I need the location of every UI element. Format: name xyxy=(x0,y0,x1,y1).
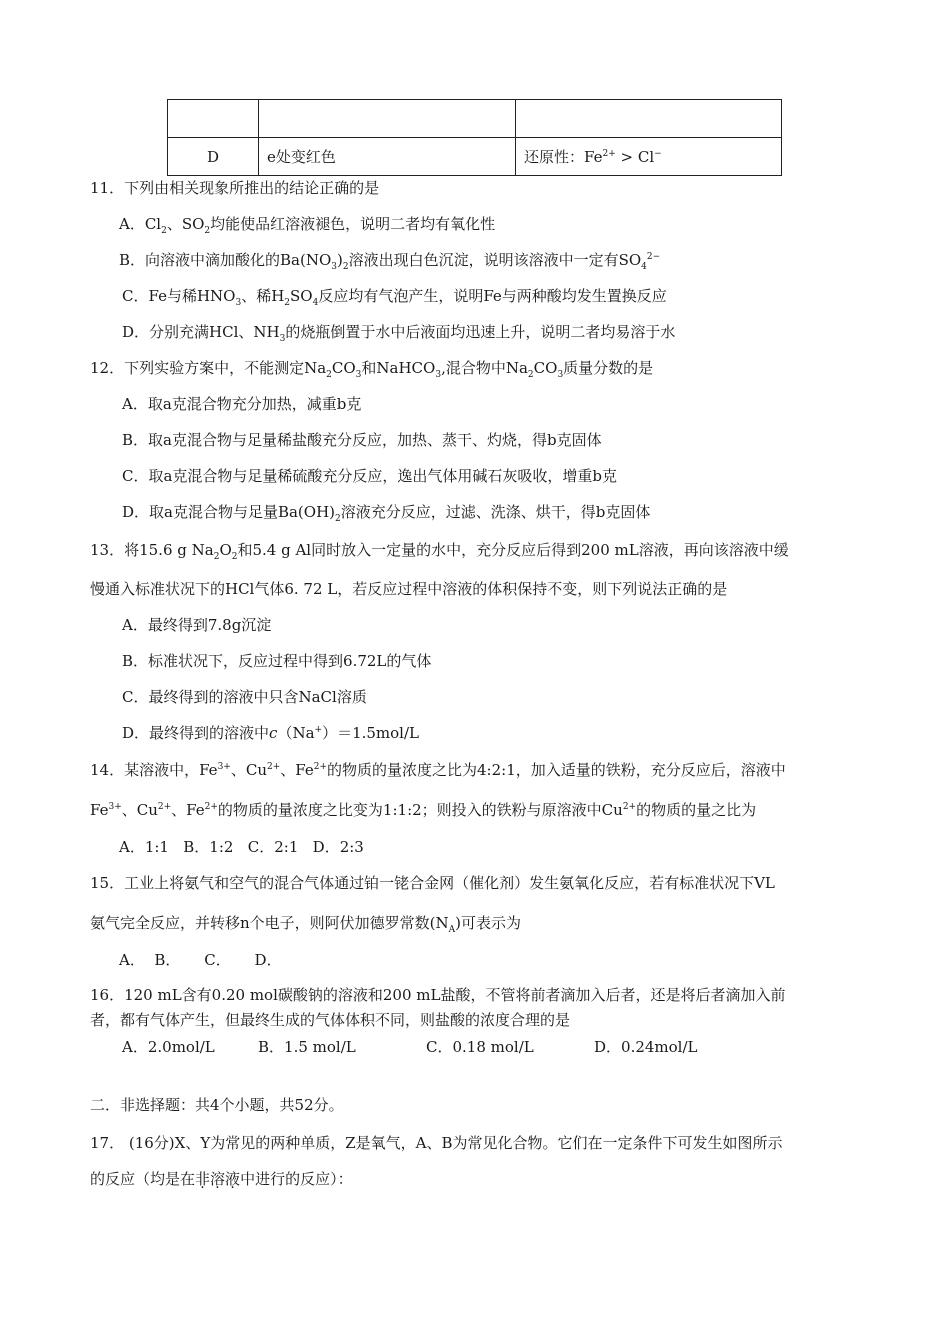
question-13-stem-line2: 慢通入标准状况下的HCl气体6. 72 L，若反应过程中溶液的体积保持不变，则下列说法正确的是 xyxy=(90,580,728,598)
section-heading: 二．非选择题：共4个小题，共52分。 xyxy=(90,1096,344,1114)
question-16-stem-line2: 者，都有气体产生，但最终生成的气体体积不同，则盐酸的浓度合理的是 xyxy=(90,1011,571,1029)
table-cell xyxy=(168,100,259,138)
answer-table xyxy=(167,99,782,176)
question-16-option-d: D．0.24mol/L xyxy=(594,1038,698,1056)
question-12-option-c: C．取a克混合物与足量稀硫酸充分反应，逸出气体用碱石灰吸收，增重b克 xyxy=(122,467,618,485)
question-14-stem-line2: $Fe^{3+}$、$Cu^{2+}$、$Fe^{2+}$的物质的量浓度之比变为1:1:2；则投入的铁粉与原溶液中$Cu^{2+}$的物质的量之比为 xyxy=(90,801,757,819)
question-13-option-a: A．最终得到7.8g沉淀 xyxy=(122,616,272,634)
question-16-option-b: B．1.5 mol/L xyxy=(258,1038,356,1056)
question-15-options: A． B． C． D． xyxy=(119,951,282,969)
question-12-stem: 12．下列实验方案中，不能测定$Na_2CO_3$和NaHCO$_3$,混合物中$Na_2CO_3$质量分数的是 xyxy=(90,359,654,380)
question-11-option-d: D．分别充满HCl、$NH_3$的烧瓶倒置于水中后液面均迅速上升，说明二者均易溶于水 xyxy=(122,323,676,344)
question-12-option-d: D．取a克混合物与足量$Ba(OH)_2$溶液充分反应，过滤、洗涤、烘干，得b克固体 xyxy=(122,503,651,524)
question-13-option-b: B．标准状况下，反应过程中得到6.72L的气体 xyxy=(122,652,432,670)
emphasis-char: 非 xyxy=(195,1170,211,1188)
question-17-stem: 17． (16分)X、Y为常见的两种单质，Z是氧气，A、B为常见化合物。它们在一定条件下可发生如图所示 xyxy=(90,1134,783,1152)
question-17-stem-line2: 的反应（均是在非溶液中进行的反应）： xyxy=(90,1170,353,1188)
question-15-stem-line2: 氨气完全反应，并转移n个电子，则阿伏加德罗常数$(N_A)$可表示为 xyxy=(90,914,521,935)
option-d-phenomenon: e处变红色 xyxy=(259,138,516,176)
question-13-stem: 13．将15.6 g $Na_2O_2$和5.4 g Al同时放入一定量的水中，充分反应后得到200 mL溶液，再向该溶液中缓 xyxy=(90,541,789,562)
question-14-stem: 14．某溶液中，$Fe^{3+}$、$Cu^{2+}$、$Fe^{2+}$的物质的量浓度之比为4:2:1，加入适量的铁粉，充分反应后，溶液中 xyxy=(90,761,786,779)
question-12-option-b: B．取a克混合物与足量稀盐酸充分反应，加热、蒸干、灼烧，得b克固体 xyxy=(122,431,602,449)
table-row xyxy=(168,100,782,138)
table-cell xyxy=(259,100,516,138)
question-16-option-a: A．2.0mol/L xyxy=(122,1038,215,1056)
option-d-conclusion: 还原性：$Fe^{2+} > Cl^-$ xyxy=(516,138,782,176)
question-11-option-a: A．$Cl_2$、$SO_2$均能使品红溶液褪色，说明二者均有氧化性 xyxy=(119,215,496,236)
emphasis-char: 溶 xyxy=(210,1170,226,1188)
question-13-option-d: D．最终得到的溶液中c（Na+）＝1.5mol/L xyxy=(122,724,419,742)
emphasis-char: 液 xyxy=(225,1170,241,1188)
question-15-stem: 15．工业上将氨气和空气的混合气体通过铂一铑合金网（催化剂）发生氨氧化反应，若有标准状况下VL xyxy=(90,874,775,892)
question-13-option-c: C．最终得到的溶液中只含NaCl溶质 xyxy=(122,688,367,706)
option-d-label: D xyxy=(168,138,259,176)
question-11-option-b: B．向溶液中滴加酸化的$Ba(NO_3)_2$溶液出现白色沉淀，说明该溶液中一定有$SO_4^{2-}$ xyxy=(119,251,661,272)
table-cell xyxy=(516,100,782,138)
question-11-stem: 11．下列由相关现象所推出的结论正确的是 xyxy=(90,179,380,197)
question-16-option-c: C．0.18 mol/L xyxy=(426,1038,534,1056)
table-row xyxy=(168,138,782,176)
question-16-stem: 16．120 mL含有0.20 mol碳酸钠的溶液和200 mL盐酸，不管将前者滴加入后者，还是将后者滴加入前 xyxy=(90,986,786,1004)
question-14-options: A．1:1 B．1:2 C．2:1 D．2:3 xyxy=(119,838,364,856)
question-12-option-a: A．取a克混合物充分加热，减重b克 xyxy=(122,395,362,413)
question-11-option-c: C．Fe与稀$HNO_3$、稀$H_2SO_4$反应均有气泡产生，说明Fe与两种酸均发生置换反应 xyxy=(122,287,667,308)
